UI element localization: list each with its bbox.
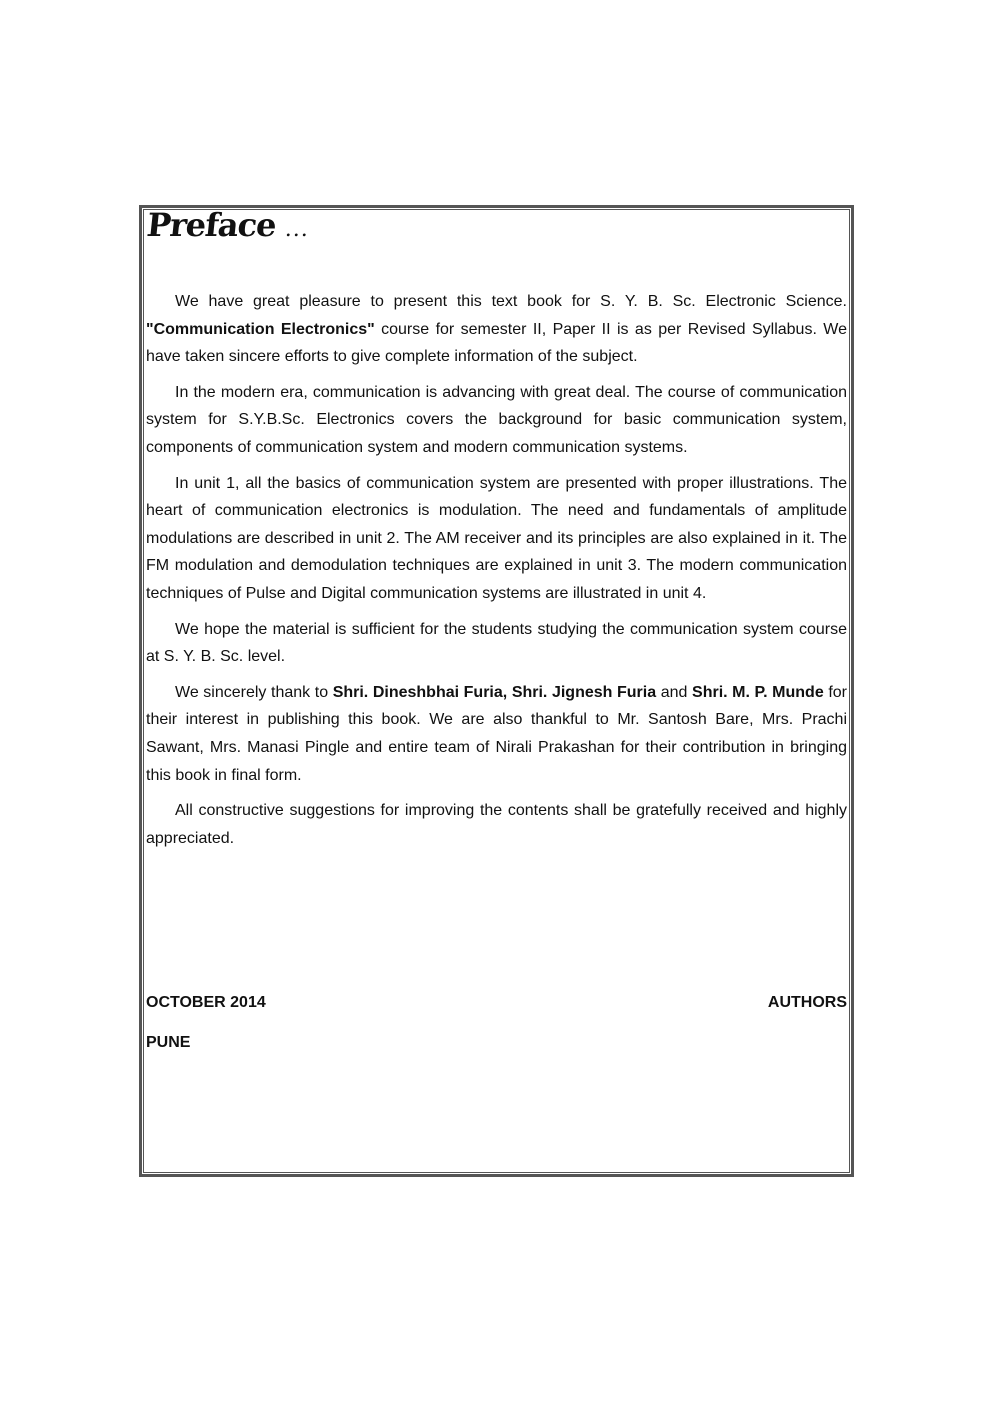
- paragraph-units: In unit 1, all the basics of communication system are presented with proper illustrations. The heart of communication electronics is modulation. The need and fundamentals of amplitude modulations are described in unit 2. The AM receiver and its principles are also explained in it. The FM modulation and demodulation techniques are explained in unit 3. The modern communication techniques of Pulse and Digital communication systems are illustrated in unit 4.: [146, 474, 847, 602]
- preface-title-ellipsis: ...: [283, 217, 311, 242]
- paragraph-hope: We hope the material is sufficient for the students studying the communication system course at S. Y. B. Sc. level.: [146, 620, 847, 666]
- paragraph-intro-text-c: course for semester II, Paper II is as per Revised Syllabus. We have taken sincere efforts to give complete information of the subject.: [146, 320, 848, 366]
- signature-date: OCTOBER 2014: [146, 994, 266, 1011]
- paragraph-intro-text-a: We have great pleasure to present this text book for S. Y. B. Sc. Electronic Science.: [175, 293, 847, 310]
- paragraph-thanks-text-c: and: [656, 683, 693, 701]
- preface-heading: [145, 206, 312, 244]
- signature-authors: AUTHORS: [767, 994, 847, 1011]
- publisher-name-munde: Shri. M. P. Munde: [692, 683, 824, 701]
- paragraph-intro: [146, 288, 847, 371]
- publisher-names: Shri. Dineshbhai Furia, Shri. Jignesh Furia: [332, 683, 657, 701]
- paragraph-thanks-text-a: We sincerely thank to: [175, 683, 333, 701]
- preface-title: Preface: [145, 206, 278, 244]
- signature-place: PUNE: [146, 1034, 191, 1051]
- paragraph-modern-era: In the modern era, communication is advancing with great deal. The course of communication system for S.Y.B.Sc. Electronics covers the background for basic communication system, components of communication system and modern communication systems.: [146, 383, 847, 456]
- paragraph-thanks-text-e: for their interest in publishing this book. We are also thankful to Mr. Santosh Bare, Mrs. Prachi Sawant, Mrs. Manasi Pingle and entire team of Nirali Prakashan for their contribution in bringing this book in final form.: [146, 683, 847, 784]
- preface-body: [146, 288, 847, 860]
- course-title: "Communication Electronics": [146, 320, 375, 338]
- paragraph-suggestions: All constructive suggestions for improving the contents shall be gratefully received and highly appreciated.: [146, 802, 847, 847]
- paragraph-thanks: [146, 679, 847, 789]
